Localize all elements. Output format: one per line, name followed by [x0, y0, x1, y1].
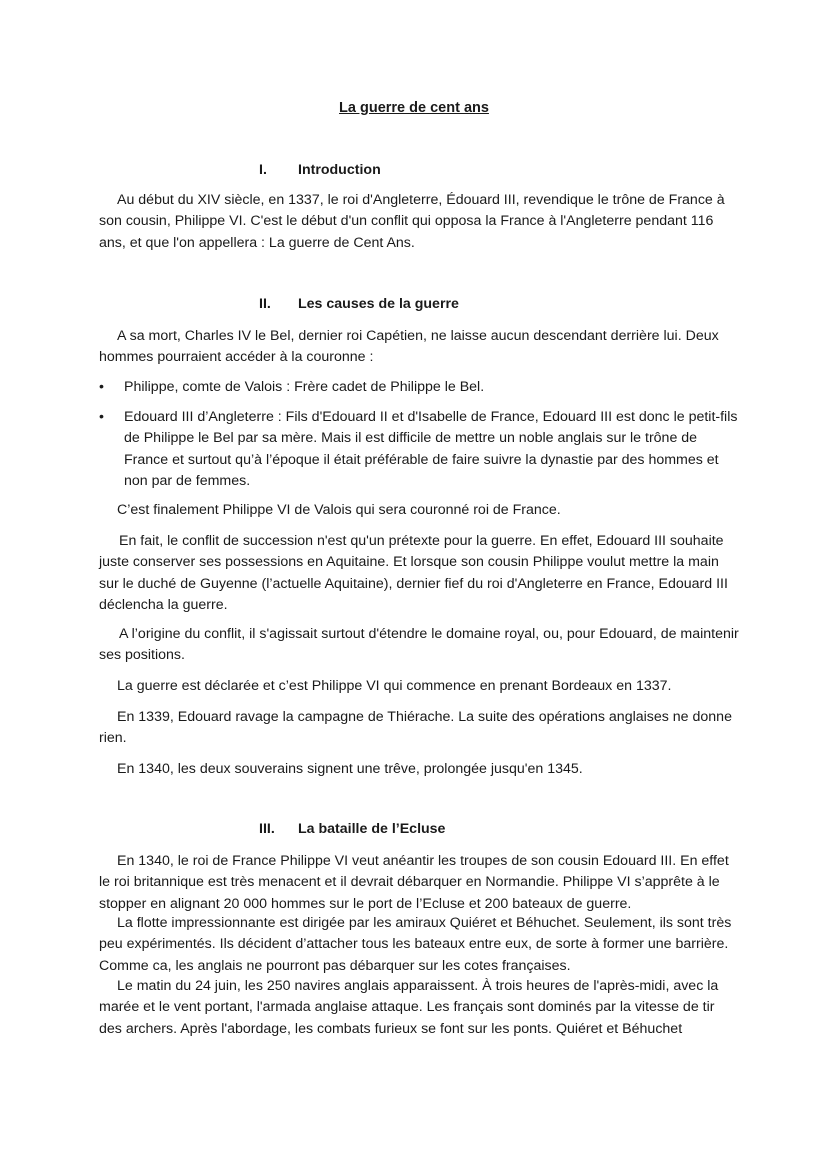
- paragraph: En 1340, les deux souverains signent une trêve, prolongée jusqu'en 1345.: [117, 761, 583, 777]
- paragraph: C’est finalement Philippe VI de Valois qui sera couronné roi de France.: [117, 502, 561, 518]
- paragraph: La guerre est déclarée et c’est Philippe VI qui commence en prenant Bordeaux en 1337.: [117, 678, 672, 694]
- section-title: Introduction: [298, 162, 381, 178]
- paragraph: En 1340, le roi de France Philippe VI veut anéantir les troupes de son cousin Edouard III. En effet le roi britannique est très menacent et il devrait débarquer en Normandie. Philippe VI s’apprête à le stopper en alignant 20 000 hommes sur le port de l’Ecluse et 200 bateaux de guerre.: [99, 853, 729, 912]
- section-title: La bataille de l’Ecluse: [298, 821, 446, 837]
- paragraph: Le matin du 24 juin, les 250 navires anglais apparaissent. À trois heures de l'après-midi, avec la marée et le vent portant, l'armada anglaise attaque. Les français sont dominés par la vitesse de tir des archers. Après l'abordage, les combats furieux se font sur les ponts. Quiéret et Béhuchet: [99, 978, 719, 1037]
- paragraph: En 1339, Edouard ravage la campagne de Thiérache. La suite des opérations anglaises ne donne rien.: [99, 709, 732, 747]
- section-number: I.: [259, 162, 267, 178]
- paragraph: La flotte impressionnante est dirigée par les amiraux Quiéret et Béhuchet. Seulement, ils sont très peu expérimentés. Ils décident d’attacher tous les bateaux entre eux, de sorte à former une barrière. Comme ca, les anglais ne pourront pas débarquer sur les cotes françaises.: [99, 915, 732, 974]
- bullet-marker: •: [99, 379, 104, 395]
- section-number: III.: [259, 821, 275, 837]
- paragraph: Au début du XIV siècle, en 1337, le roi d'Angleterre, Édouard III, revendique le trône de France à son cousin, Philippe VI. C'est le début d'un conflit qui opposa la France à l'Angleterre pendant 116 ans, et que l'on appellera : La guerre de Cent Ans.: [99, 192, 725, 251]
- paragraph: En fait, le conflit de succession n'est qu'un prétexte pour la guerre. En effet, Edouard III souhaite juste conserver ses possessions en Aquitaine. Et lorsque son cousin Philippe voulut mettre la main sur le duché de Guyenne (l’actuelle Aquitaine), dernier fief du roi d'Angleterre en France, Edouard III déclencha la guerre.: [99, 533, 728, 613]
- document-title: La guerre de cent ans: [339, 100, 489, 116]
- section-number: II.: [259, 296, 271, 312]
- list-item-text: Philippe, comte de Valois : Frère cadet de Philippe le Bel.: [124, 379, 485, 395]
- bullet-marker: •: [99, 409, 104, 425]
- paragraph: A l’origine du conflit, il s'agissait surtout d'étendre le domaine royal, ou, pour Edouard, de maintenir ses positions.: [99, 626, 739, 664]
- paragraph: A sa mort, Charles IV le Bel, dernier roi Capétien, ne laisse aucun descendant derrière lui. Deux hommes pourraient accéder à la couronne :: [99, 328, 719, 366]
- list-item-text: Edouard III d’Angleterre : Fils d'Edouard II et d'Isabelle de France, Edouard III est donc le petit-fils de Philippe le Bel par sa mère. Mais il est difficile de mettre un noble anglais sur le trône de France et surtout qu’à l’époque il était préférable de faire suivre la dynastie par des hommes et non par de femmes.: [124, 409, 738, 489]
- section-title: Les causes de la guerre: [298, 296, 459, 312]
